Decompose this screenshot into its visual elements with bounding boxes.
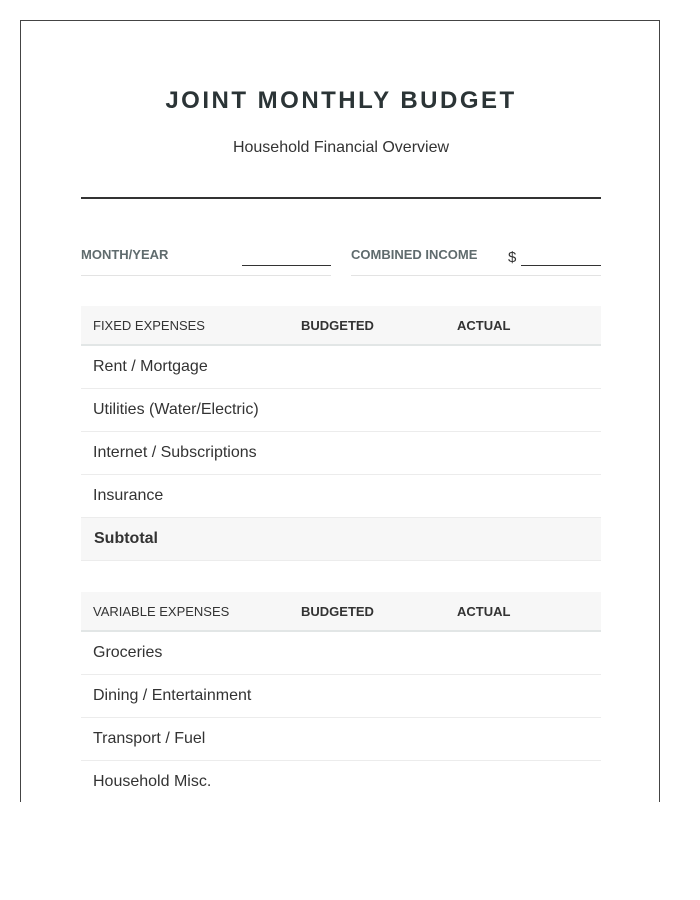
page-subtitle: Household Financial Overview: [232, 139, 450, 156]
title-divider: [81, 197, 601, 199]
currency-symbol: $: [508, 249, 517, 266]
month-year-field[interactable]: [242, 265, 331, 266]
combined-income-underline: [351, 275, 601, 276]
table-row: [81, 632, 601, 675]
table-row: [81, 718, 601, 761]
table-row: [81, 389, 601, 432]
subtotal-row: [81, 518, 601, 561]
budget-sheet: [20, 20, 660, 802]
expense-label: Household Misc.: [93, 773, 212, 790]
month-year-underline: [81, 275, 331, 276]
table-header: [81, 306, 601, 346]
expense-label: Utilities (Water/Electric): [93, 401, 259, 418]
combined-income-field[interactable]: [521, 265, 601, 266]
table-row: [81, 675, 601, 718]
expense-label: Groceries: [93, 644, 163, 661]
expense-label: Dining / Entertainment: [93, 687, 252, 704]
column-header-budgeted: BUDGETED: [301, 318, 374, 333]
expense-label: Rent / Mortgage: [93, 358, 208, 375]
page-title: JOINT MONTHLY BUDGET: [165, 87, 517, 114]
variable-expenses-table: [81, 592, 601, 802]
column-header-budgeted: BUDGETED: [301, 604, 374, 619]
expense-label: Insurance: [93, 487, 164, 504]
fixed-expenses-table: [81, 306, 601, 561]
column-header-category: FIXED EXPENSES: [93, 318, 205, 333]
month-year-label: MONTH/YEAR: [81, 247, 169, 262]
combined-income-label: COMBINED INCOME: [351, 247, 478, 262]
column-header-category: VARIABLE EXPENSES: [93, 604, 230, 619]
table-row: [81, 432, 601, 475]
table-row: [81, 346, 601, 389]
column-header-actual: ACTUAL: [457, 318, 511, 333]
expense-label: Transport / Fuel: [93, 730, 206, 747]
subtotal-label: Subtotal: [94, 530, 158, 547]
expense-label: Internet / Subscriptions: [93, 444, 257, 461]
column-header-actual: ACTUAL: [457, 604, 511, 619]
table-header: [81, 592, 601, 632]
table-row: [81, 761, 601, 802]
info-row: [81, 241, 601, 277]
table-row: [81, 475, 601, 518]
